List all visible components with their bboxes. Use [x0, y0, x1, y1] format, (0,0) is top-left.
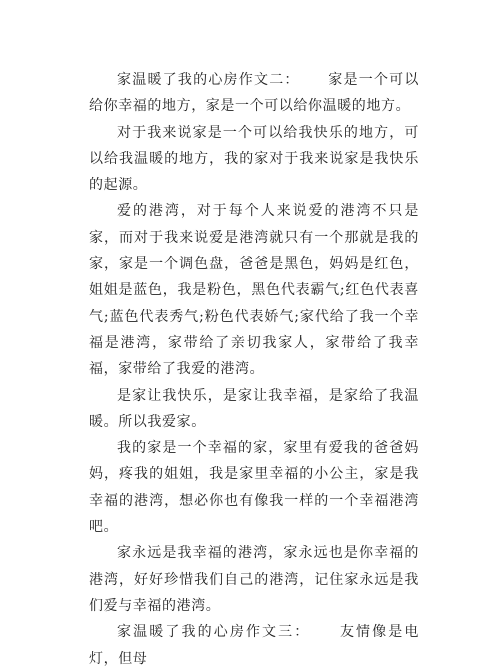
paragraph-text: 家是一个可以给你幸福的地方，家是一个可以给你温暖的地方。 — [89, 72, 420, 115]
paragraph-text: 家永远是我幸福的港湾，家永远也是你幸福的港湾，好好珍惜我们自己的港湾，记住家永远是我们爱与幸福的港湾。 — [89, 545, 419, 614]
essay-paragraph — [89, 198, 419, 382]
essay-paragraph — [89, 435, 419, 540]
section-heading: 家温暖了我的心房作文三： — [117, 624, 311, 641]
essay-paragraph — [89, 619, 419, 672]
essay-paragraph — [89, 540, 419, 619]
essay-paragraph — [89, 383, 419, 436]
paragraph-text: 对于我来说家是一个可以给我快乐的地方，可以给我温暖的地方，我的家对于我来说家是我快乐的起源。 — [89, 124, 419, 194]
essay-paragraph — [89, 67, 419, 120]
essay-body — [89, 67, 419, 672]
essay-paragraph — [89, 120, 419, 199]
paragraph-text: 爱的港湾，对于每个人来说爱的港湾不只是家，而对于我来说爱是港湾就只有一个那就是我的家，家是一个调色盘，爸爸是黑色，妈妈是红色，姐姐是蓝色，我是粉色，黑色代表霸气;红色代表喜气;蓝色代表秀气;粉色代表娇气;家代给了我一个幸福是港湾，家带给了亲切我家人，家带给了我幸福，家带给了我爱的港湾。 — [89, 203, 419, 378]
paragraph-text: 是家让我快乐，是家让我幸福，是家给了我温暖。所以我爱家。 — [89, 387, 419, 430]
section-heading: 家温暖了我的心房作文二： — [117, 72, 300, 88]
paragraph-text: 我的家是一个幸福的家，家里有爱我的爸爸妈妈，疼我的姐姐，我是家里幸福的小公主，家是我幸福的港湾，想必你也有像我一样的一个幸福港湾吧。 — [89, 440, 419, 536]
paragraph-text: 友情像是电灯，但母 — [89, 624, 420, 667]
